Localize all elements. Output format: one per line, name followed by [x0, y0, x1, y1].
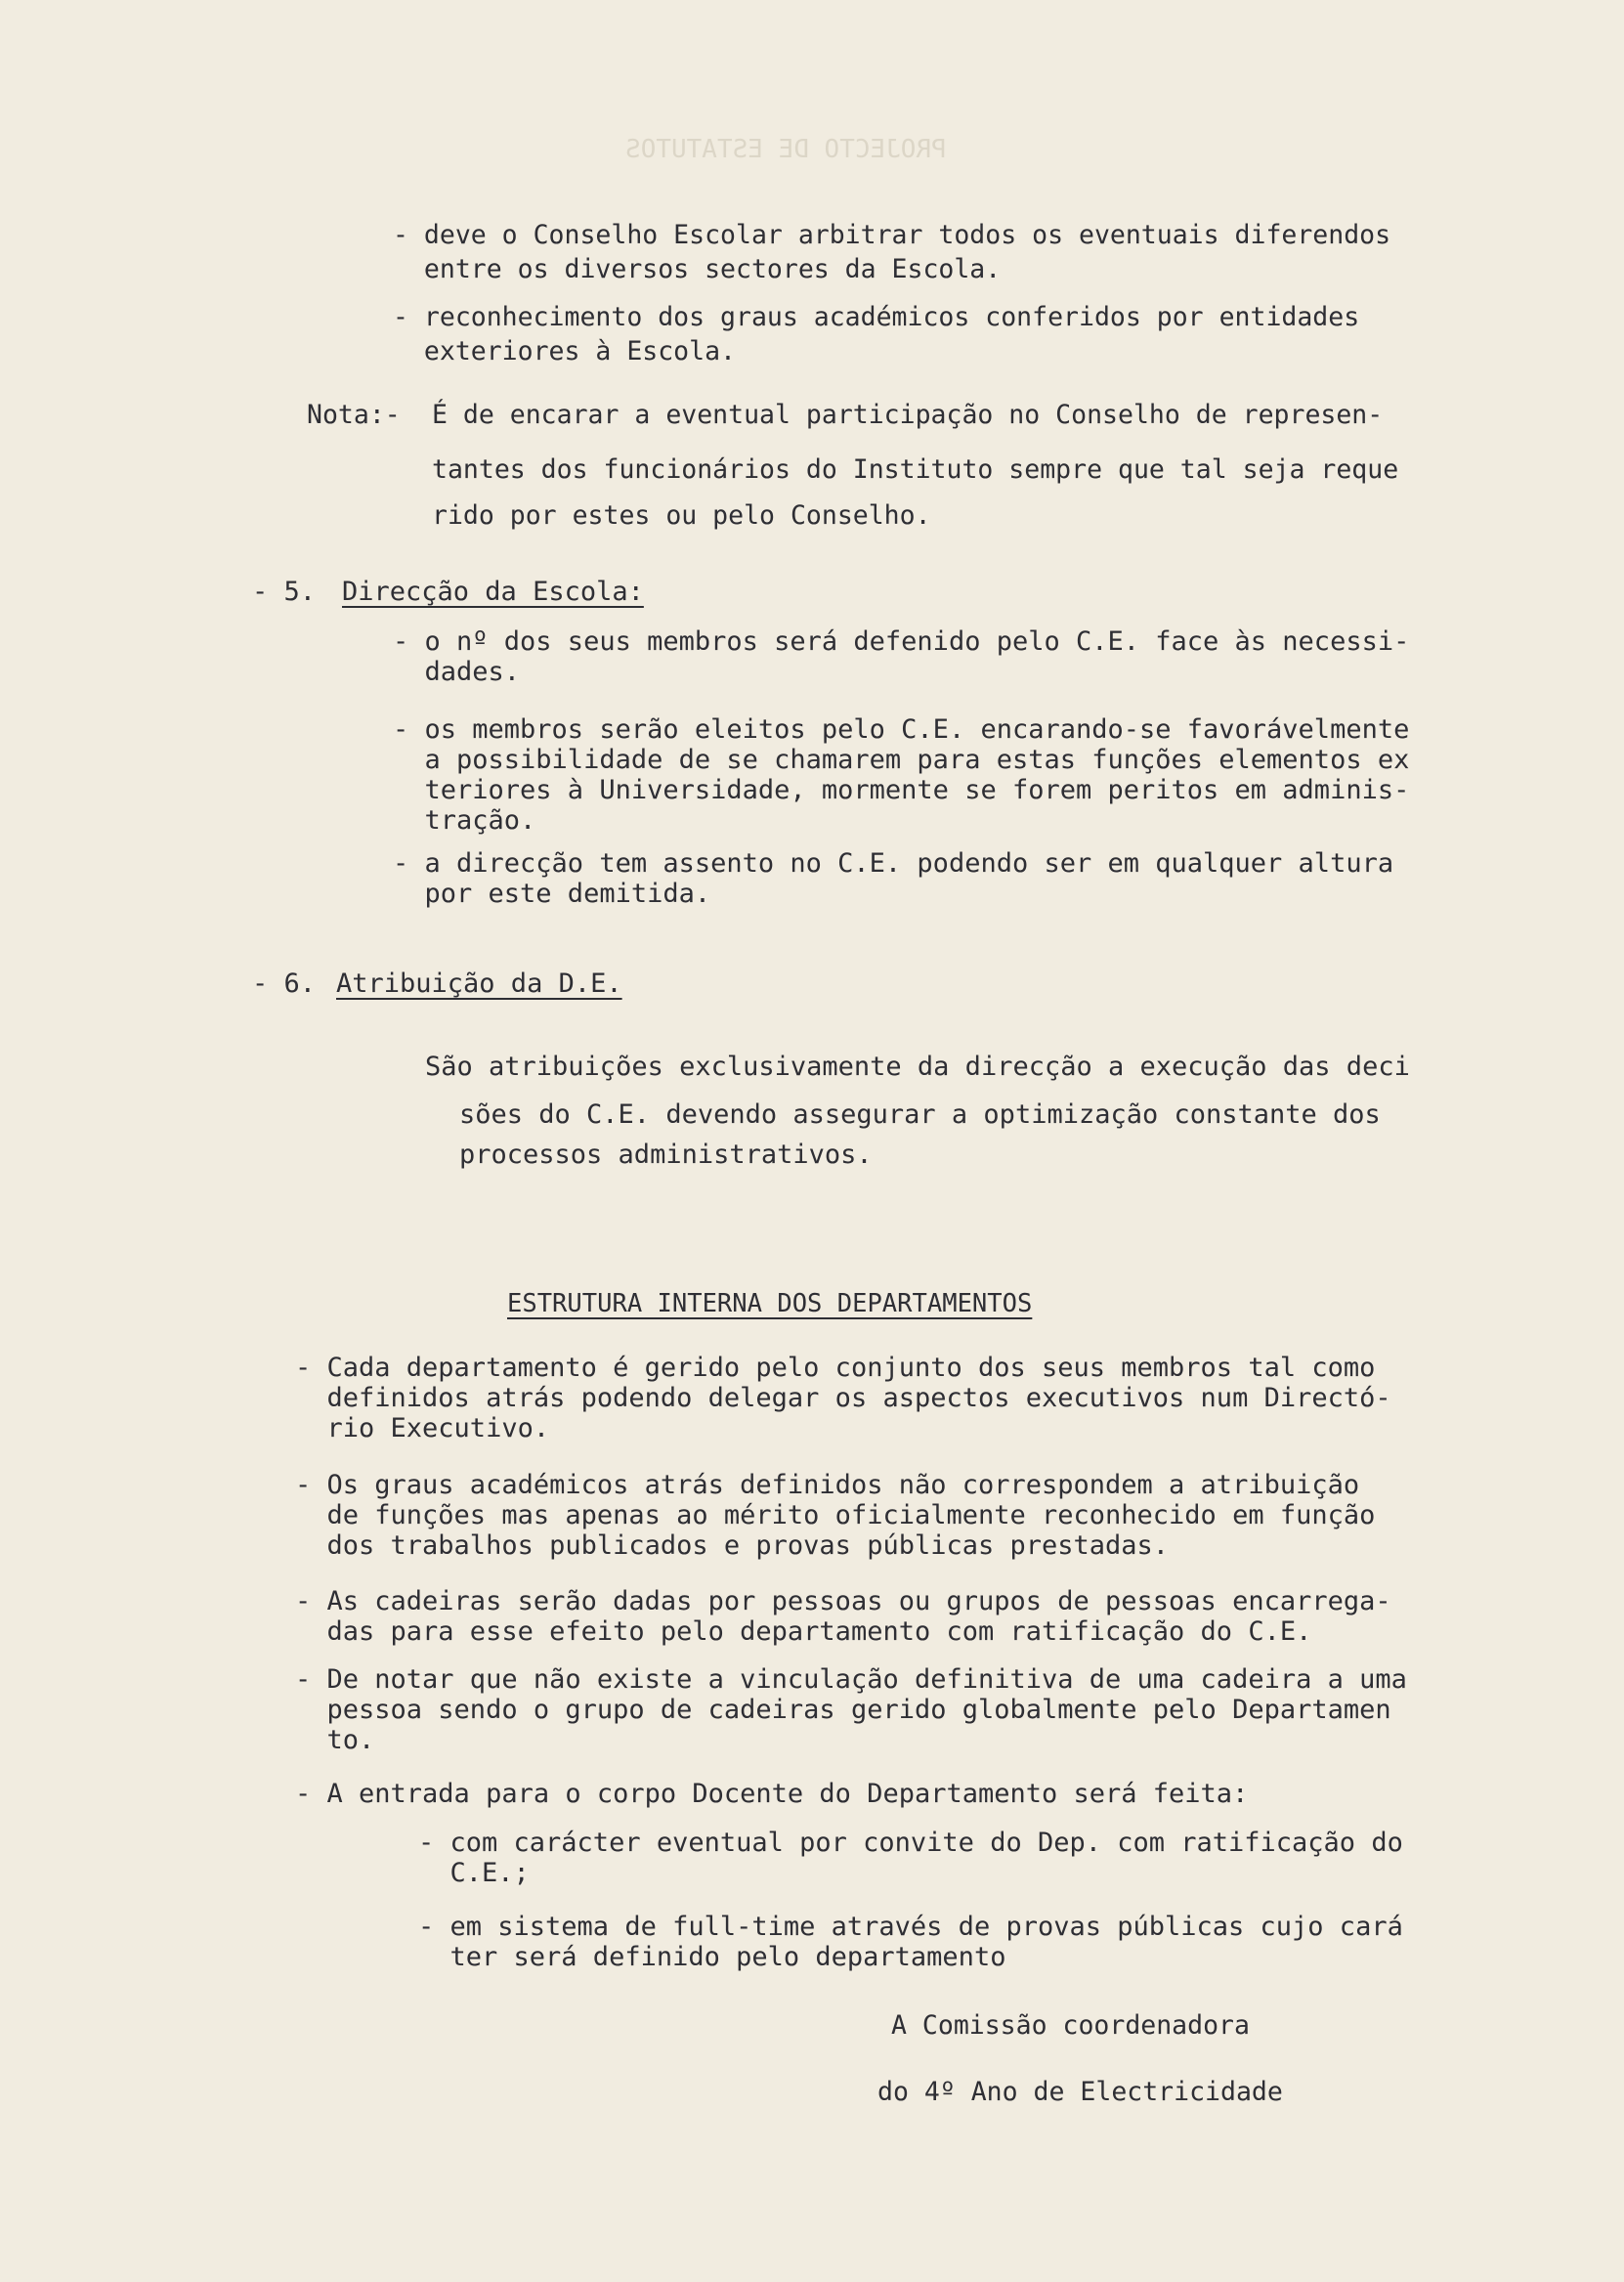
list-item: [393, 716, 1409, 834]
show-through-text: PROJECTO DE ESTATUTOS: [625, 135, 947, 164]
list-item: [295, 1355, 1391, 1442]
list-item-line: a possibilidade de se chamarem para estas funções elementos ex: [393, 745, 1410, 775]
section-heading: Direcção da Escola:: [342, 577, 644, 607]
note-line: É de encarar a eventual participação no Conselho de represen-: [432, 400, 1384, 430]
list-item-line: teriores à Universidade, mormente se forem peritos em adminis-: [393, 775, 1410, 805]
note-line: tantes dos funcionários do Instituto sempre que tal seja reque: [432, 454, 1399, 485]
list-item-line: entre os diversos sectores da Escola.: [393, 253, 1002, 284]
list-item-line: - a direcção tem assento no C.E. podendo ser em qualquer altura: [393, 848, 1394, 879]
list-item-line: - Os graus académicos atrás definidos não correspondem a atribuição: [295, 1470, 1360, 1500]
list-item-line: - o nº dos seus membros será defenido pelo C.E. face às necessi-: [393, 626, 1410, 657]
list-item-line: rio Executivo.: [295, 1413, 550, 1443]
list-item-line: - As cadeiras serão dadas por pessoas ou grupos de pessoas encarrega-: [295, 1586, 1391, 1616]
list-item-line: tração.: [393, 805, 536, 836]
list-item-line: exteriores à Escola.: [393, 335, 736, 366]
list-item: [393, 628, 1409, 685]
list-item: [295, 1781, 1248, 1807]
signature-line: A Comissão coordenadora: [891, 2010, 1250, 2041]
list-item: [393, 302, 1360, 366]
note-line: rido por estes ou pelo Conselho.: [432, 500, 931, 531]
list-item-line: - A entrada para o corpo Docente do Departamento será feita:: [295, 1779, 1249, 1809]
list-item-line: - em sistema de full-time através de provas públicas cujo cará: [418, 1912, 1403, 1942]
list-item-line: - os membros serão eleitos pelo C.E. encarando-se favorávelmente: [393, 714, 1410, 745]
list-item-line: ter será definido pelo departamento: [418, 1942, 1006, 1972]
list-item-line: - deve o Conselho Escolar arbitrar todos os eventuais diferendos: [393, 220, 1391, 250]
note-label: Nota:-: [307, 400, 401, 430]
list-item-line: definidos atrás podendo delegar os aspectos executivos num Directó-: [295, 1383, 1391, 1413]
section-number: - 5.: [252, 577, 317, 607]
list-item-line: dos trabalhos publicados e provas públicas prestadas.: [295, 1530, 1170, 1561]
paragraph-line: sões do C.E. devendo assegurar a optimização constante dos: [459, 1099, 1381, 1130]
list-item-line: por este demitida.: [393, 879, 711, 909]
structure-heading: ESTRUTURA INTERNA DOS DEPARTAMENTOS: [507, 1289, 1033, 1318]
list-item-line: - Cada departamento é gerido pelo conjunto dos seus membros tal como: [295, 1353, 1376, 1383]
list-item: [295, 1588, 1391, 1645]
list-item-line: de funções mas apenas ao mérito oficialmente reconhecido em função: [295, 1500, 1376, 1530]
list-item: [393, 850, 1393, 907]
list-item-line: dades.: [393, 657, 521, 687]
list-item-line: - reconhecimento dos graus académicos conferidos por entidades: [393, 302, 1360, 332]
list-item-line: to.: [295, 1725, 375, 1755]
section-heading: Atribuição da D.E.: [336, 969, 622, 999]
sub-list-item: [418, 1914, 1403, 1970]
list-item-line: C.E.;: [418, 1858, 530, 1888]
section-number: - 6.: [252, 969, 317, 999]
paragraph-line: São atribuições exclusivamente da direcção a execução das deci: [425, 1052, 1410, 1082]
list-item: [393, 220, 1391, 284]
signature-line: do 4º Ano de Electricidade: [877, 2077, 1283, 2107]
list-item-line: - De notar que não existe a vinculação definitiva de uma cadeira a uma: [295, 1664, 1407, 1695]
paragraph-line: processos administrativos.: [459, 1140, 873, 1170]
sub-list-item: [418, 1830, 1403, 1886]
list-item: [295, 1472, 1375, 1559]
list-item-line: das para esse efeito pelo departamento com ratificação do C.E.: [295, 1616, 1312, 1647]
list-item-line: pessoa sendo o grupo de cadeiras gerido globalmente pelo Departamen: [295, 1695, 1391, 1725]
list-item-line: - com carácter eventual por convite do Dep. com ratificação do: [418, 1828, 1403, 1858]
list-item: [295, 1666, 1407, 1753]
